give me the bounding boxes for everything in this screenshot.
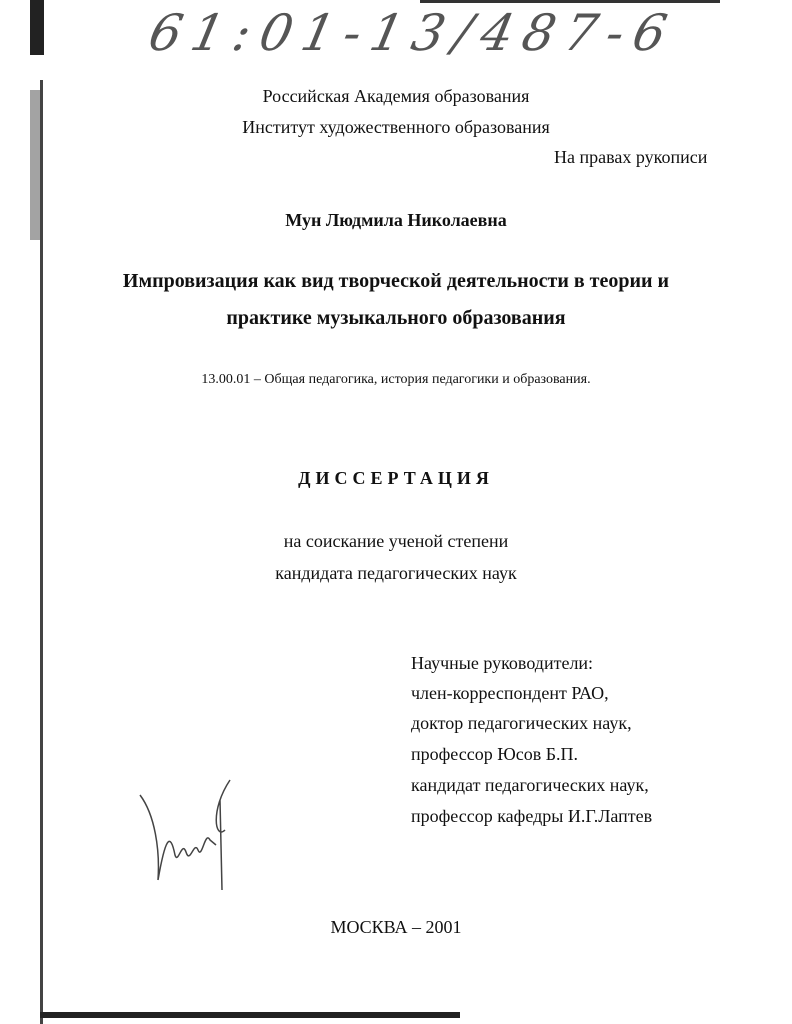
scan-edge-bottom <box>40 1012 460 1018</box>
manuscript-rights: На правах рукописи <box>554 147 708 167</box>
document-type: ДИССЕРТАЦИЯ <box>298 468 494 488</box>
scan-edge-top <box>30 0 44 55</box>
degree-line-1: на соискание ученой степени <box>283 531 509 551</box>
institute-name: Институт художественного образования <box>242 117 550 137</box>
scan-edge-topright <box>420 0 720 3</box>
academy-name: Российская Академия образования <box>262 86 530 106</box>
degree-line-2: кандидата педагогических наук <box>275 563 517 583</box>
author-name: Мун Людмила Николаевна <box>285 210 507 230</box>
supervisor-line: профессор кафедры И.Г.Лаптев <box>411 806 653 826</box>
city-year: МОСКВА – 2001 <box>330 917 462 937</box>
title-line-1: Импровизация как вид творческой деятельности в теории и <box>122 270 670 292</box>
supervisor-line: профессор Юсов Б.П. <box>411 744 579 764</box>
handwritten-archive-code: 61:01-13/487-6 <box>143 4 682 62</box>
supervisor-line: кандидат педагогических наук, <box>411 775 649 795</box>
specialty-code: 13.00.01 – Общая педагогика, история педагогики и образования. <box>201 372 591 387</box>
handwritten-signature <box>130 770 260 900</box>
title-line-2: практике музыкального образования <box>226 307 566 329</box>
supervisor-line: член-корреспондент РАО, <box>411 683 609 703</box>
supervisors-heading: Научные руководители: <box>411 653 594 673</box>
supervisor-line: доктор педагогических наук, <box>411 713 632 733</box>
